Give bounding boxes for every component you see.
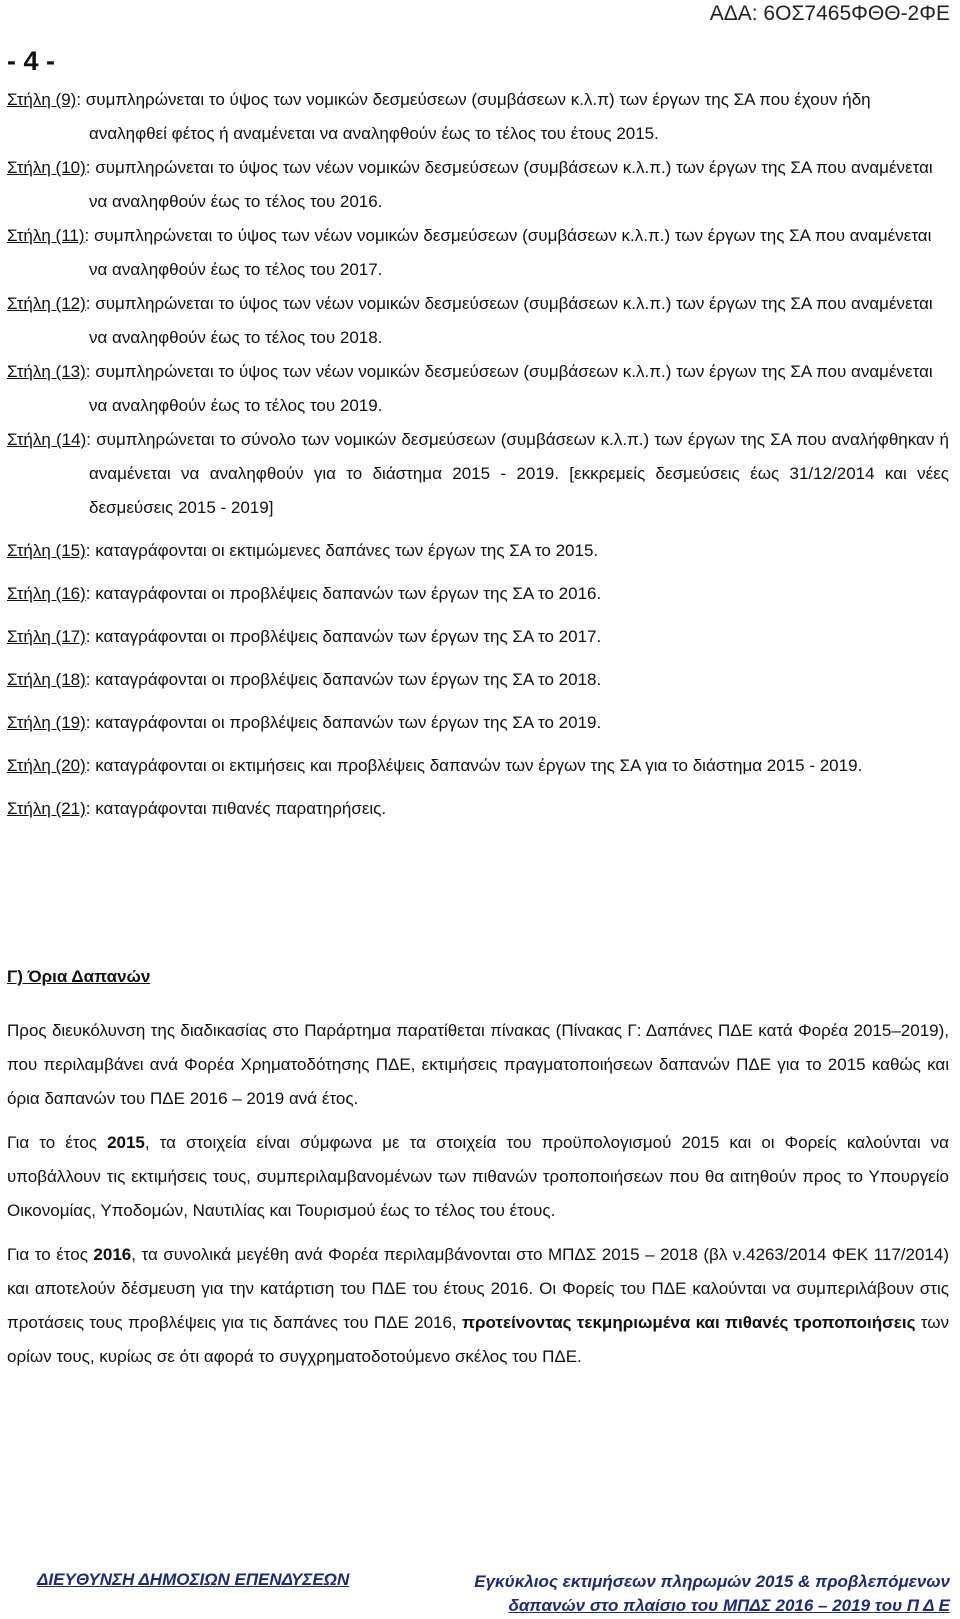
column-text: : συμπληρώνεται το σύνολο των νομικών δεσμεύσεων (συμβάσεων κ.λ.π.) των έργων της ΣΑ που αναλήφθηκαν ή αναμένεται να αναληφθούν για το διάστημα 2015 - 2019. [εκκρεμείς δεσμεύσεις έως 31/12/2014 και νέες δεσμεύσεις 2015 - 2019] — [86, 430, 950, 517]
column-text: : καταγράφονται πιθανές παρατηρήσεις. — [85, 799, 387, 818]
text-run: , τα συνολικά μεγέθη ανά Φορέα περιλαμβάνονται στο ΜΠΔΣ 2015 – 2018 (βλ ν.4263/2014 ΦΕΚ 117/2014) και αποτελούν δέσμευση για την κατάρτιση του ΠΔΕ του έτους 2016. Οι Φορείς του ΠΔΕ καλούνται να συμπεριλάβουν στις προτάσεις τους προβλέψεις για τις δαπάνες του ΠΔΕ 2016, — [7, 1245, 949, 1332]
column-label: Στήλη (18) — [7, 670, 86, 689]
footer-line: δαπανών στο πλαίσιο του ΜΠΔΣ 2016 – 2019 του Π Δ Ε — [508, 1596, 950, 1615]
column-label: Στήλη (17) — [7, 627, 86, 646]
column-item-19 — [7, 706, 949, 740]
footer-circular-title — [474, 1570, 950, 1618]
column-item-15 — [7, 534, 949, 568]
column-text: : καταγράφονται οι εκτιμώμενες δαπάνες των έργων της ΣΑ το 2015. — [85, 541, 599, 560]
column-label: Στήλη (16) — [7, 584, 86, 603]
text-run: των ορίων τους, κυρίως σε ότι αφορά το συγχρηματοδοτούμενο σκέλος του ΠΔΕ. — [7, 1313, 949, 1366]
column-label: Στήλη (20) — [7, 756, 86, 775]
column-label: Στήλη (21) — [7, 799, 86, 818]
paragraph-table-reference: Προς διευκόλυνση της διαδικασίας στο Παράρτημα παρατίθεται πίνακας (Πίνακας Γ: Δαπάνες ΠΔΕ κατά Φορέα 2015–2019), που περιλαμβάνει ανά Φορέα Χρηματοδότησης ΠΔΕ, εκτιμήσεις πραγματοποιήσεων δαπανών ΠΔΕ για το 2015 καθώς και όρια δαπανών του ΠΔΕ 2016 – 2019 ανά έτος. — [7, 1021, 949, 1108]
bold-phrase: προτείνοντας τεκμηριωμένα και πιθανές τροποποιήσεις — [461, 1313, 916, 1332]
column-label: Στήλη (11) — [7, 226, 85, 245]
column-instructions-list — [7, 83, 949, 826]
column-text: : καταγράφονται οι προβλέψεις δαπανών των έργων της ΣΑ το 2016. — [85, 584, 602, 603]
paragraph-year-2016 — [7, 1238, 949, 1374]
column-label: Στήλη (15) — [7, 541, 86, 560]
page-number: - 4 - — [7, 46, 56, 76]
column-label: Στήλη (19) — [7, 713, 86, 732]
ada-code: ΑΔΑ: 6ΟΣ7465ΦΘΘ-2ΦΕ — [709, 2, 950, 25]
column-label: Στήλη (14) — [7, 430, 87, 449]
text-run: Για το έτος — [7, 1133, 108, 1152]
column-item-9 — [7, 83, 949, 151]
column-text: : καταγράφονται οι προβλέψεις δαπανών των έργων της ΣΑ το 2019. — [85, 713, 602, 732]
column-label: Στήλη (12) — [7, 294, 86, 313]
column-item-12 — [7, 287, 949, 355]
column-item-14 — [7, 423, 949, 525]
column-item-10 — [7, 151, 949, 219]
column-item-21 — [7, 792, 949, 826]
footer-directorate: ΔΙΕΥΘΥΝΣΗ ΔΗΜΟΣΙΩΝ ΕΠΕΝΔΥΣΕΩΝ — [37, 1570, 350, 1589]
column-label: Στήλη (10) — [7, 158, 86, 177]
column-text: : συμπληρώνεται το ύψος των νέων νομικών δεσμεύσεων (συμβάσεων κ.λ.π.) των έργων της ΣΑ που αναμένεται να αναληφθούν έως το τέλος του 2019. — [85, 362, 933, 415]
paragraph-year-2015 — [7, 1126, 949, 1228]
column-text: : συμπληρώνεται το ύψος των νέων νομικών δεσμεύσεων (συμβάσεων κ.λ.π.) των έργων της ΣΑ που αναμένεται να αναληφθούν έως το τέλος του 2017. — [84, 226, 932, 279]
column-text: : καταγράφονται οι προβλέψεις δαπανών των έργων της ΣΑ το 2018. — [85, 670, 602, 689]
column-text: : συμπληρώνεται το ύψος των νέων νομικών δεσμεύσεων (συμβάσεων κ.λ.π.) των έργων της ΣΑ που αναμένεται να αναληφθούν έως το τέλος του 2016. — [85, 158, 933, 211]
section-heading: Γ) Όρια Δαπανών — [7, 967, 151, 986]
bold-year: 2015 — [107, 1133, 145, 1152]
text-run: , τα στοιχεία είναι σύμφωνα με τα στοιχεία του προϋπολογισμού 2015 και οι Φορείς καλούνται να υποβάλλουν τις εκτιμήσεις τους, συμπεριλαμβανομένων των πιθανών τροποποιήσεων που θα αιτηθούν προς το Υπουργείο Οικονομίας, Υποδομών, Ναυτιλίας και Τουρισμού έως το τέλος του έτους. — [7, 1133, 949, 1220]
column-item-11 — [7, 219, 949, 287]
column-item-13 — [7, 355, 949, 423]
column-item-16 — [7, 577, 949, 611]
text-run: Για το έτος — [7, 1245, 94, 1264]
column-label: Στήλη (9) — [7, 90, 77, 109]
column-text: : συμπληρώνεται το ύψος των νομικών δεσμεύσεων (συμβάσεων κ.λ.π) των έργων της ΣΑ που έχουν ήδη αναληφθεί φέτος ή αναμένεται να αναληφθούν έως το τέλος του έτους 2015. — [76, 90, 871, 143]
bold-year: 2016 — [93, 1245, 132, 1264]
column-item-17 — [7, 620, 949, 654]
column-text: : καταγράφονται οι προβλέψεις δαπανών των έργων της ΣΑ το 2017. — [85, 627, 602, 646]
column-text: : συμπληρώνεται το ύψος των νέων νομικών δεσμεύσεων (συμβάσεων κ.λ.π.) των έργων της ΣΑ που αναμένεται να αναληφθούν έως το τέλος του 2018. — [85, 294, 933, 347]
column-item-18 — [7, 663, 949, 697]
footer-line: Εγκύκλιος εκτιμήσεων πληρωμών 2015 & προβλεπόμενων — [474, 1572, 950, 1591]
spending-limits-section — [7, 960, 949, 1384]
column-text: : καταγράφονται οι εκτιμήσεις και προβλέψεις δαπανών των έργων της ΣΑ για το διάστημα 2015 - 2019. — [85, 756, 863, 775]
column-label: Στήλη (13) — [7, 362, 86, 381]
column-item-20 — [7, 749, 949, 783]
